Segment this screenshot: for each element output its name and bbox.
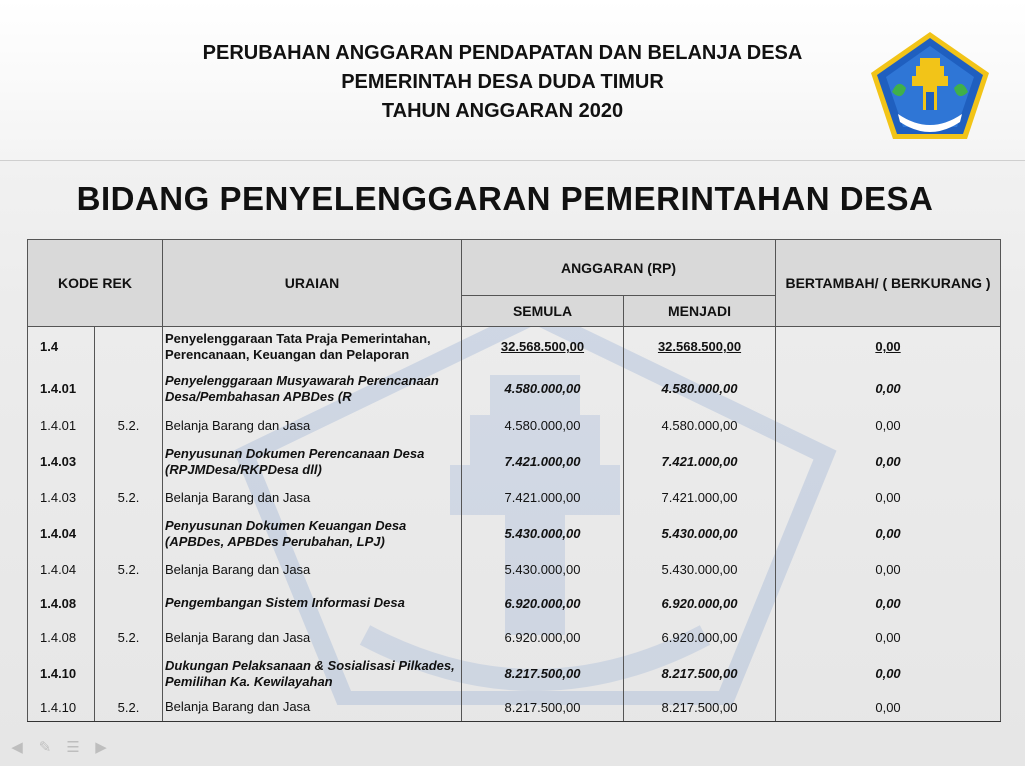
pen-icon[interactable]: ✎: [38, 739, 52, 756]
row-desc: Penyelenggaraan Tata Praja Pemerintahan, Perencanaan, Keuangan dan Pelaporan: [163, 327, 462, 367]
table-row: [28, 555, 1001, 585]
header-menjadi: MENJADI: [624, 296, 776, 327]
row-code: 1.4.04: [28, 513, 95, 555]
table-row: [28, 441, 1001, 483]
row-menjadi: 6.920.000,00: [624, 622, 776, 654]
row-semula: 5.430.000,00: [462, 555, 624, 585]
row-sub: [95, 513, 163, 555]
table-row: [28, 411, 1001, 441]
menu-icon[interactable]: ☰: [66, 739, 80, 756]
row-desc: Penyusunan Dokumen Keuangan Desa (APBDes, APBDes Perubahan, LPJ): [163, 513, 462, 555]
row-selisih: 0,00: [776, 654, 1001, 694]
row-code: 1.4.08: [28, 622, 95, 654]
row-selisih: 0,00: [776, 585, 1001, 622]
row-code: 1.4.01: [28, 411, 95, 441]
row-sub: [95, 654, 163, 694]
arrow-left-icon[interactable]: ◀: [11, 739, 23, 756]
row-desc: Belanja Barang dan Jasa: [163, 411, 462, 441]
row-sub: [95, 585, 163, 622]
table-row: [28, 585, 1001, 622]
row-code: 1.4.08: [28, 585, 95, 622]
row-semula: 6.920.000,00: [462, 622, 624, 654]
slide-nav: [8, 738, 110, 756]
row-code: 1.4: [28, 327, 95, 367]
table-row: [28, 622, 1001, 654]
header-line-1: PERUBAHAN ANGGARAN PENDAPATAN DAN BELANJA DESA: [202, 42, 803, 64]
row-code: 1.4.10: [28, 654, 95, 694]
table-row: [28, 327, 1001, 367]
row-code: 1.4.10: [28, 694, 95, 722]
row-menjadi: 7.421.000,00: [624, 483, 776, 513]
row-semula: 4.580.000,00: [462, 367, 624, 411]
row-desc: Dukungan Pelaksanaan & Sosialisasi Pilkades, Pemilihan Ka. Kewilayahan: [163, 654, 462, 694]
row-desc: Penyusunan Dokumen Perencanaan Desa (RPJMDesa/RKPDesa dll): [163, 441, 462, 483]
header-bertambah: BERTAMBAH/ ( BERKURANG ): [776, 240, 1001, 327]
row-semula: 8.217.500,00: [462, 694, 624, 722]
table-row: [28, 367, 1001, 411]
arrow-right-icon[interactable]: ▶: [95, 739, 107, 756]
row-desc: Belanja Barang dan Jasa: [163, 694, 462, 722]
row-menjadi: 4.580.000,00: [624, 367, 776, 411]
row-sub: 5.2.: [95, 622, 163, 654]
row-desc: Belanja Barang dan Jasa: [163, 483, 462, 513]
header-line-3: TAHUN ANGGARAN 2020: [381, 100, 624, 122]
budget-table: [27, 239, 1001, 722]
row-selisih: 0,00: [776, 483, 1001, 513]
row-menjadi: 4.580.000,00: [624, 411, 776, 441]
table-row: [28, 694, 1001, 722]
table-row: [28, 654, 1001, 694]
header-kode-rek: KODE REK: [28, 240, 163, 327]
row-selisih: 0,00: [776, 411, 1001, 441]
row-semula: 7.421.000,00: [462, 441, 624, 483]
row-selisih: 0,00: [776, 694, 1001, 722]
row-sub: 5.2.: [95, 483, 163, 513]
table-row: [28, 513, 1001, 555]
row-selisih: 0,00: [776, 441, 1001, 483]
row-desc: Belanja Barang dan Jasa: [163, 622, 462, 654]
row-menjadi: 5.430.000,00: [624, 513, 776, 555]
row-sub: [95, 367, 163, 411]
row-desc: Belanja Barang dan Jasa: [163, 555, 462, 585]
row-semula: 8.217.500,00: [462, 654, 624, 694]
page-title: BIDANG PENYELENGGARAN PEMERINTAHAN DESA: [76, 180, 934, 217]
row-code: 1.4.04: [28, 555, 95, 585]
row-sub: 5.2.: [95, 555, 163, 585]
row-desc: Pengembangan Sistem Informasi Desa: [163, 585, 462, 622]
header-semula: SEMULA: [462, 296, 624, 327]
row-semula: 7.421.000,00: [462, 483, 624, 513]
row-menjadi: 32.568.500,00: [624, 327, 776, 367]
row-menjadi: 5.430.000,00: [624, 555, 776, 585]
table-row: [28, 483, 1001, 513]
row-menjadi: 8.217.500,00: [624, 654, 776, 694]
row-selisih: 0,00: [776, 622, 1001, 654]
row-code: 1.4.01: [28, 367, 95, 411]
row-selisih: 0,00: [776, 513, 1001, 555]
header-line-2: PEMERINTAH DESA DUDA TIMUR: [341, 71, 664, 93]
row-sub: 5.2.: [95, 694, 163, 722]
row-sub: [95, 327, 163, 367]
row-semula: 5.430.000,00: [462, 513, 624, 555]
row-code: 1.4.03: [28, 441, 95, 483]
row-selisih: 0,00: [776, 555, 1001, 585]
row-menjadi: 6.920.000,00: [624, 585, 776, 622]
header-uraian: URAIAN: [163, 240, 462, 327]
row-selisih: 0,00: [776, 327, 1001, 367]
row-semula: 4.580.000,00: [462, 411, 624, 441]
row-sub: [95, 441, 163, 483]
row-semula: 6.920.000,00: [462, 585, 624, 622]
row-menjadi: 8.217.500,00: [624, 694, 776, 722]
row-sub: 5.2.: [95, 411, 163, 441]
row-code: 1.4.03: [28, 483, 95, 513]
row-selisih: 0,00: [776, 367, 1001, 411]
regency-logo: [868, 30, 992, 142]
row-menjadi: 7.421.000,00: [624, 441, 776, 483]
header-anggaran: ANGGARAN (RP): [462, 240, 776, 296]
row-desc: Penyelenggaraan Musyawarah Perencanaan Desa/Pembahasan APBDes (R: [163, 367, 462, 411]
row-semula: 32.568.500,00: [462, 327, 624, 367]
